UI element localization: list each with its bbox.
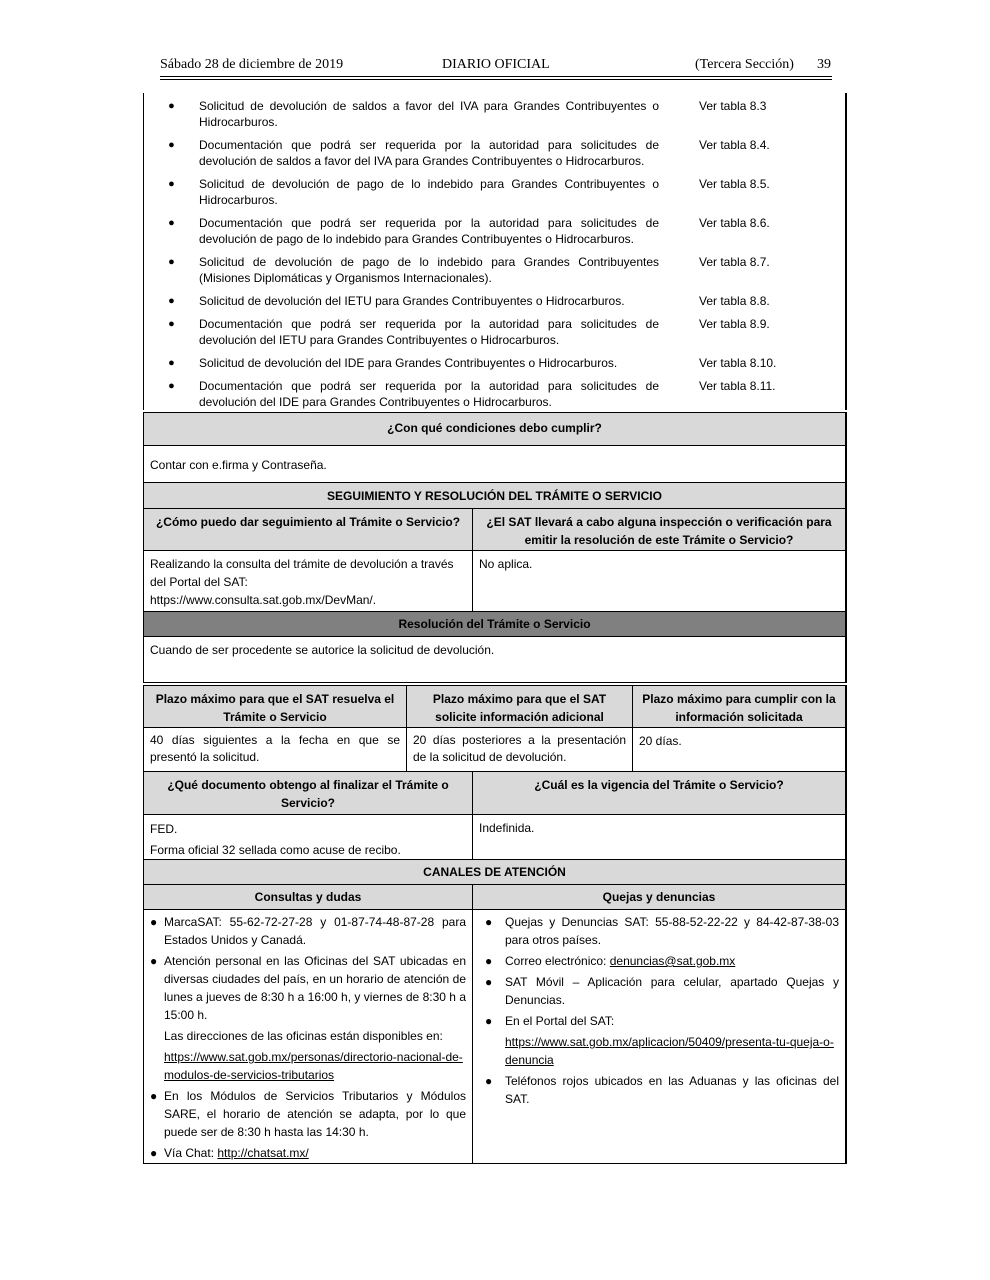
list-item: ● Solicitud de devolución del IDE para Grandes Contribuyentes o Hidrocarburos. Ver tabla 8.10. bbox=[168, 356, 777, 370]
consultas-list bbox=[144, 910, 473, 1163]
complaint-portal-link[interactable]: https://www.sat.gob.mx/aplicacion/50409/presenta-tu-queja-o-denuncia bbox=[505, 1035, 834, 1067]
list-item: ● Atención personal en las Oficinas del SAT ubicadas en diversas ciudades del país, en un horario de atención de lunes a jueves de 8:30 h a 16:00 h, y viernes de 8:30 h a 15:00 h. bbox=[150, 954, 466, 1022]
list-item: ● Solicitud de devolución de pago de lo indebido para Grandes Contribuyentes (Misiones Diplomáticas y Organismos Internacionales). Ver tabla 8.7. bbox=[168, 255, 770, 285]
header-rule bbox=[160, 76, 832, 77]
offices-directory-link[interactable]: https://www.sat.gob.mx/personas/directorio-nacional-de-modulos-de-servicios-tributarios bbox=[164, 1050, 463, 1082]
document-answers: FED. Forma oficial 32 sellada como acuse de recibo. Indefinida. bbox=[143, 815, 847, 860]
list-item: ● Correo electrónico: denuncias@sat.gob.mx bbox=[485, 954, 736, 968]
followup-heading: SEGUIMIENTO Y RESOLUCIÓN DEL TRÁMITE O SERVICIO bbox=[143, 483, 847, 509]
resolution-text: Cuando de ser procedente se autorice la solicitud de devolución. bbox=[143, 637, 847, 683]
list-item: ● Solicitud de devolución del IETU para Grandes Contribuyentes o Hidrocarburos. Ver tabla 8.8. bbox=[168, 294, 770, 308]
followup-questions: ¿Cómo puedo dar seguimiento al Trámite o Servicio? ¿El SAT llevará a cabo alguna inspección o verificación para emitir la resolución de este Trámite o Servicio? bbox=[143, 509, 847, 551]
deadlines-headers: Plazo máximo para que el SAT resuelva el Trámite o Servicio Plazo máximo para que el SAT solicite información adicional Plazo máximo para cumplir con la información solicitada bbox=[143, 685, 847, 728]
document-body bbox=[143, 93, 847, 1164]
list-item: ● SAT Móvil – Aplicación para celular, apartado Quejas y Denuncias. bbox=[485, 975, 839, 1007]
channels-heading: CANALES DE ATENCIÓN bbox=[143, 860, 847, 885]
list-item: ● En los Módulos de Servicios Tributarios y Módulos SARE, el horario de atención se adapta, por lo que puede ser de 8:30 h hasta las 14:30 h. bbox=[150, 1089, 466, 1139]
document-questions: ¿Qué documento obtengo al finalizar el Trámite o Servicio? ¿Cuál es la vigencia del Trámite o Servicio? bbox=[143, 772, 847, 815]
quejas-list bbox=[473, 910, 845, 1163]
followup-answers: Realizando la consulta del trámite de devolución a través del Portal del SAT: https://www.consulta.sat.gob.mx/DevMan/. No aplica. bbox=[143, 551, 847, 612]
list-item: ● MarcaSAT: 55-62-72-27-28 y 01-87-74-48-87-28 para Estados Unidos y Canadá. bbox=[150, 915, 466, 947]
list-item: ● Documentación que podrá ser requerida por la autoridad para solicitudes de devolución del IDE para Grandes Contribuyentes o Hidrocarburos. Ver tabla 8.11. bbox=[168, 379, 776, 409]
header-paper: DIARIO OFICIAL bbox=[442, 57, 550, 72]
list-item: ● Documentación que podrá ser requerida por la autoridad para solicitudes de devolución de pago de lo indebido para Grandes Contribuyentes o Hidrocarburos. Ver tabla 8.6. bbox=[168, 216, 770, 246]
requests-list bbox=[143, 93, 847, 410]
email-link[interactable]: denuncias@sat.gob.mx bbox=[609, 954, 736, 968]
list-item: ● Vía Chat: http://chatsat.mx/ bbox=[150, 1146, 309, 1160]
header-page: 39 bbox=[817, 57, 831, 72]
header-date: Sábado 28 de diciembre de 2019 bbox=[160, 57, 344, 72]
list-item: ● Quejas y Denuncias SAT: 55-88-52-22-22 y 84-42-87-38-03 para otros países. bbox=[485, 915, 839, 947]
channels-content bbox=[143, 910, 847, 1164]
conditions-text: Contar con e.firma y Contraseña. bbox=[143, 446, 847, 483]
list-item: ● En el Portal del SAT: bbox=[485, 1014, 615, 1028]
header-rule bbox=[160, 79, 832, 80]
deadlines-values: 40 días siguientes a la fecha en que se presentó la solicitud. 20 días posteriores a la presentación de la solicitud de devolución. 20 días. bbox=[143, 728, 847, 772]
list-item: ● Teléfonos rojos ubicados en las Aduanas y las oficinas del SAT. bbox=[485, 1074, 839, 1106]
header-section: (Tercera Sección) bbox=[695, 57, 794, 72]
resolution-heading: Resolución del Trámite o Servicio bbox=[143, 612, 847, 637]
chat-link[interactable]: http://chatsat.mx/ bbox=[217, 1146, 309, 1160]
page-header bbox=[160, 57, 832, 75]
channels-subheadings: Consultas y dudas Quejas y denuncias bbox=[143, 885, 847, 910]
conditions-heading: ¿Con qué condiciones debo cumplir? bbox=[143, 412, 847, 446]
list-item: ● Solicitud de devolución de saldos a favor del IVA para Grandes Contribuyentes o Hidrocarburos. Ver tabla 8.3 bbox=[168, 99, 767, 129]
list-item: ● Documentación que podrá ser requerida por la autoridad para solicitudes de devolución de saldos a favor del IVA para Grandes Contribuyentes o Hidrocarburos. Ver tabla 8.4. bbox=[168, 138, 770, 168]
list-item: ● Solicitud de devolución de pago de lo indebido para Grandes Contribuyentes o Hidrocarburos. Ver tabla 8.5. bbox=[168, 177, 770, 207]
list-item: ● Documentación que podrá ser requerida por la autoridad para solicitudes de devolución del IETU para Grandes Contribuyentes o Hidrocarburos. Ver tabla 8.9. bbox=[168, 317, 770, 347]
list-item-note: Las direcciones de las oficinas están disponibles en: bbox=[164, 1029, 443, 1043]
